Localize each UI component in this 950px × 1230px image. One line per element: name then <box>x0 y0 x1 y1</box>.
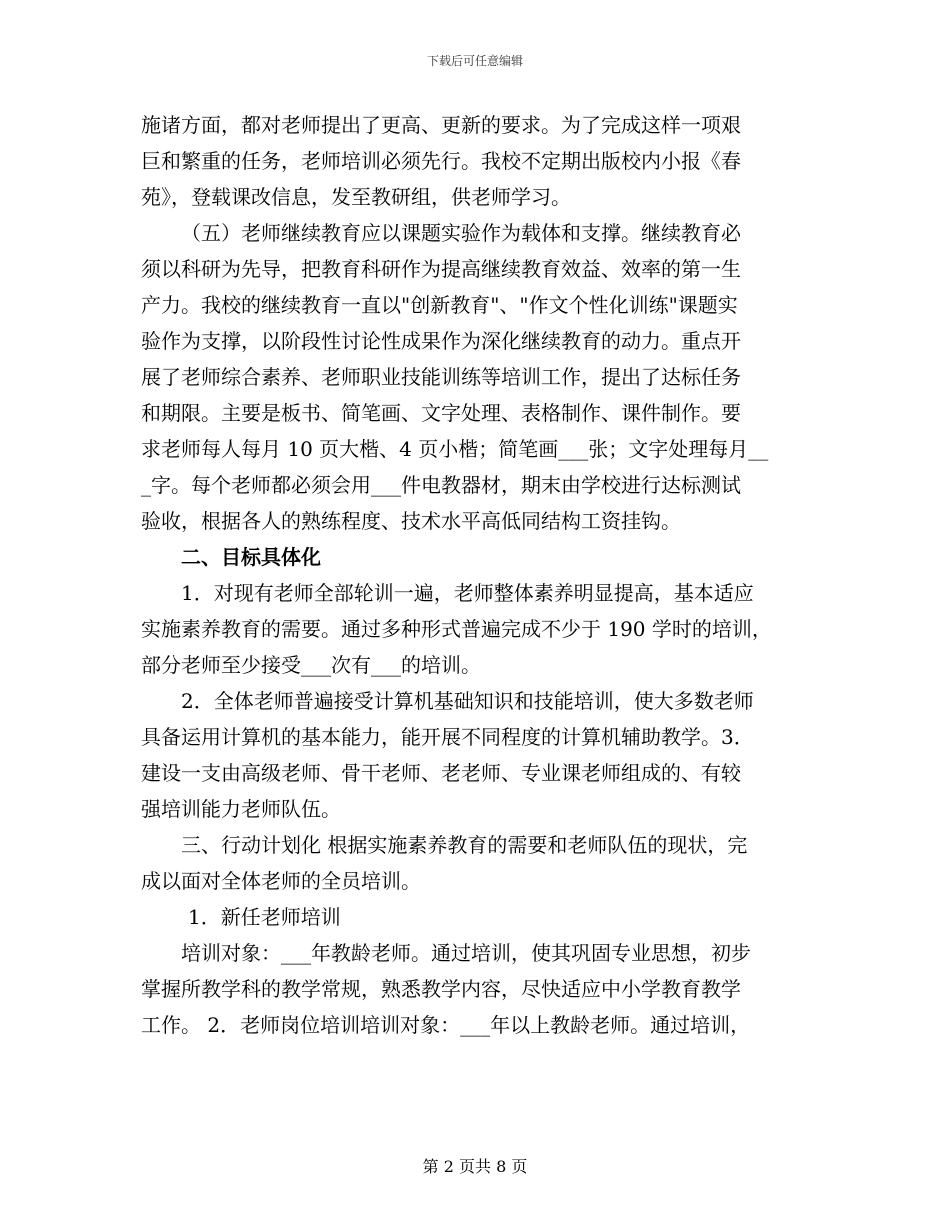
paragraph-line: （五）老师继续教育应以课题实验作为载体和支撑。继续教育必 <box>181 221 741 245</box>
paragraph-line: 部分老师至少接受___次有___的培训。 <box>141 653 481 677</box>
paragraph-line: 验作为支撑，以阶段性讨论性成果作为深化继续教育的动力。重点开 <box>141 329 741 353</box>
section-heading: 三、行动计划化 根据实施素养教育的需要和老师队伍的现状，完 <box>181 833 748 857</box>
paragraph-line: 建设一支由高级老师、骨干老师、老老师、专业课老师组成的、有较 <box>141 761 741 785</box>
subsection-heading: 1．新任老师培训 <box>188 905 341 929</box>
paragraph-line: 巨和繁重的任务，老师培训必须先行。我校不定期出版校内小报《春 <box>141 149 741 173</box>
paragraph-line: 强培训能力老师队伍。 <box>141 797 341 821</box>
paragraph-line: 须以科研为先导，把教育科研作为提高继续教育效益、效率的第一生 <box>141 257 741 281</box>
paragraph-line: 求老师每人每月 10 页大楷、4 页小楷；简笔画___张；文字处理每月__ <box>141 437 769 461</box>
section-heading: 二、目标具体化 <box>181 545 321 569</box>
paragraph-line: 苑》，登载课改信息，发至教研组，供老师学习。 <box>141 185 571 209</box>
paragraph-line: 具备运用计算机的基本能力，能开展不同程度的计算机辅助教学。3． <box>141 725 754 749</box>
paragraph-line: 施诸方面，都对老师提出了更高、更新的要求。为了完成这样一项艰 <box>141 113 741 137</box>
paragraph-line: 验收，根据各人的熟练程度、技术水平高低同结构工资挂钩。 <box>141 509 681 533</box>
document-body <box>141 107 809 1043</box>
paragraph-line: 产力。我校的继续教育一直以"创新教育"、"作文个性化训练"课题实 <box>141 293 738 317</box>
paragraph-line: 实施素养教育的需要。通过多种形式普遍完成不少于 190 学时的培训， <box>141 617 772 641</box>
paragraph-line: 工作。 2．老师岗位培训培训对象：___年以上教龄老师。通过培训， <box>141 1013 751 1037</box>
page-header: 下载后可任意编辑 <box>426 54 523 68</box>
paragraph-line: 展了老师综合素养、老师职业技能训练等培训工作，提出了达标任务 <box>141 365 741 389</box>
page-footer: 第 2 页共 8 页 <box>422 1157 528 1176</box>
paragraph-line: 1．对现有老师全部轮训一遍，老师整体素养明显提高，基本适应 <box>181 581 754 605</box>
paragraph-line: 培训对象：___年教龄老师。通过培训，使其巩固专业思想，初步 <box>181 941 751 965</box>
paragraph-line: 2．全体老师普遍接受计算机基础知识和技能培训，使大多数老师 <box>181 689 754 713</box>
paragraph-line: 掌握所教学科的教学常规，熟悉教学内容，尽快适应中小学教育教学 <box>141 977 741 1001</box>
paragraph-line: 成以面对全体老师的全员培训。 <box>141 869 421 893</box>
paragraph-line: _字。每个老师都必须会用___件电教器材，期末由学校进行达标测试 <box>141 473 741 497</box>
paragraph-line: 和期限。主要是板书、简笔画、文字处理、表格制作、课件制作。要 <box>141 401 741 425</box>
